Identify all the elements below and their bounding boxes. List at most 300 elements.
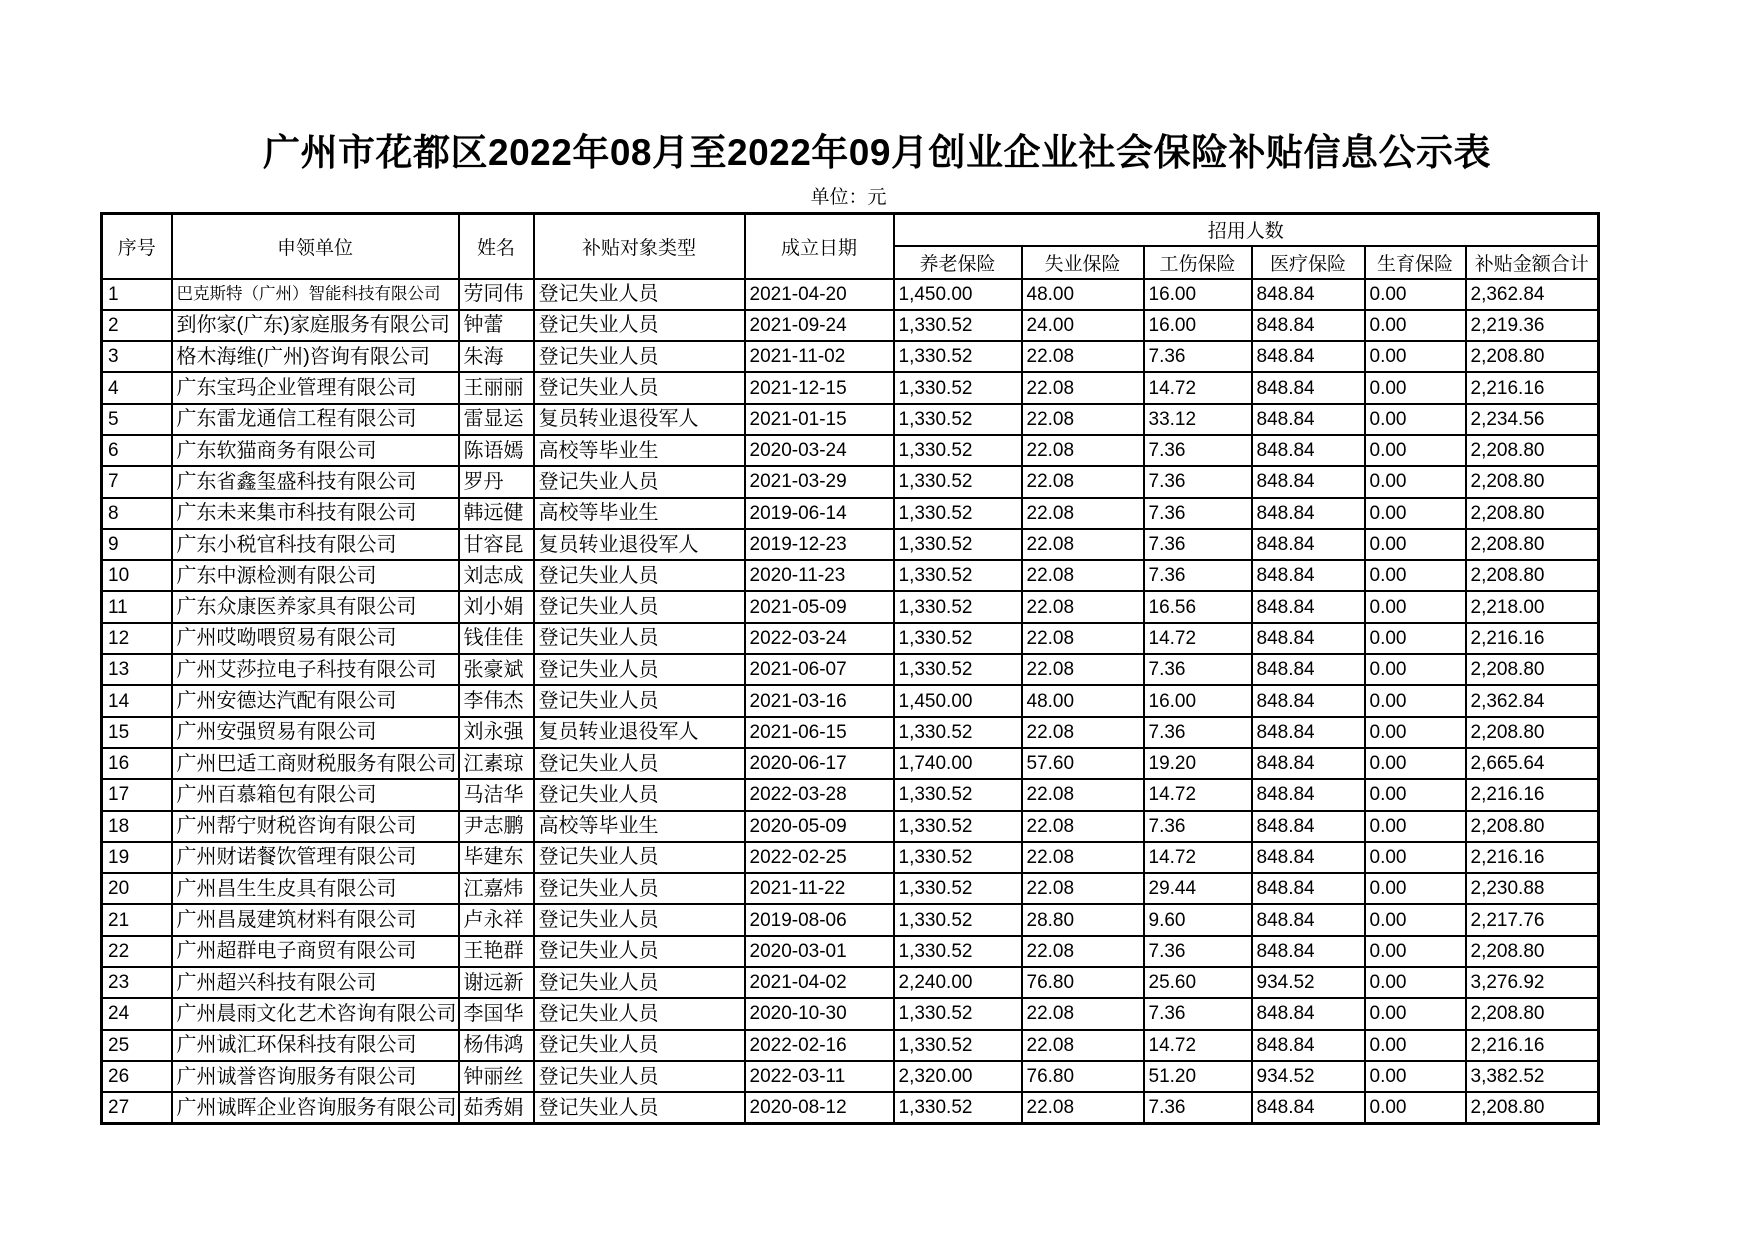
cell-type: 登记失业人员	[534, 936, 745, 967]
cell-unemployment: 22.08	[1022, 529, 1144, 560]
cell-seq: 18	[102, 811, 172, 842]
cell-injury: 25.60	[1144, 967, 1252, 998]
table-row	[102, 560, 1599, 591]
cell-seq: 2	[102, 310, 172, 341]
cell-company: 广东省鑫玺盛科技有限公司	[172, 466, 459, 497]
unit-note: 单位：元	[810, 187, 887, 208]
cell-maternity: 0.00	[1365, 498, 1466, 529]
cell-pension: 1,330.52	[894, 873, 1022, 904]
col-header-date: 成立日期	[745, 214, 894, 279]
cell-type: 登记失业人员	[534, 372, 745, 403]
cell-unemployment: 22.08	[1022, 936, 1144, 967]
cell-total: 2,665.64	[1466, 748, 1599, 779]
col-header-unemployment: 失业保险	[1022, 246, 1144, 279]
cell-pension: 1,450.00	[894, 685, 1022, 716]
cell-maternity: 0.00	[1365, 372, 1466, 403]
cell-total: 3,382.52	[1466, 1061, 1599, 1092]
cell-person: 杨伟鸿	[459, 1030, 534, 1061]
cell-person: 卢永祥	[459, 904, 534, 935]
cell-total: 2,216.16	[1466, 1030, 1599, 1061]
cell-pension: 1,330.52	[894, 372, 1022, 403]
cell-date: 2021-11-22	[745, 873, 894, 904]
cell-total: 2,208.80	[1466, 998, 1599, 1029]
table-row	[102, 1061, 1599, 1092]
col-header-medical: 医疗保险	[1252, 246, 1365, 279]
cell-seq: 1	[102, 279, 172, 310]
table-row	[102, 779, 1599, 810]
cell-date: 2021-06-15	[745, 717, 894, 748]
cell-seq: 25	[102, 1030, 172, 1061]
cell-seq: 8	[102, 498, 172, 529]
cell-type: 高校等毕业生	[534, 811, 745, 842]
cell-date: 2020-10-30	[745, 998, 894, 1029]
table-row	[102, 811, 1599, 842]
cell-type: 复员转业退役军人	[534, 529, 745, 560]
cell-date: 2021-09-24	[745, 310, 894, 341]
cell-company: 广州超兴科技有限公司	[172, 967, 459, 998]
cell-person: 甘容昆	[459, 529, 534, 560]
cell-pension: 1,330.52	[894, 904, 1022, 935]
cell-unemployment: 22.08	[1022, 654, 1144, 685]
cell-medical: 848.84	[1252, 748, 1365, 779]
table-row	[102, 654, 1599, 685]
cell-maternity: 0.00	[1365, 717, 1466, 748]
cell-pension: 1,740.00	[894, 748, 1022, 779]
cell-unemployment: 22.08	[1022, 341, 1144, 372]
cell-pension: 1,330.52	[894, 466, 1022, 497]
table-row	[102, 498, 1599, 529]
cell-maternity: 0.00	[1365, 1030, 1466, 1061]
cell-seq: 4	[102, 372, 172, 403]
cell-person: 劳同伟	[459, 279, 534, 310]
cell-medical: 848.84	[1252, 498, 1365, 529]
cell-company: 广东软猫商务有限公司	[172, 435, 459, 466]
cell-type: 复员转业退役军人	[534, 717, 745, 748]
cell-type: 登记失业人员	[534, 998, 745, 1029]
cell-company: 广州艾莎拉电子科技有限公司	[172, 654, 459, 685]
cell-pension: 2,240.00	[894, 967, 1022, 998]
table-row	[102, 1030, 1599, 1061]
cell-pension: 1,330.52	[894, 498, 1022, 529]
cell-pension: 1,330.52	[894, 1030, 1022, 1061]
cell-unemployment: 22.08	[1022, 1030, 1144, 1061]
cell-maternity: 0.00	[1365, 404, 1466, 435]
cell-type: 登记失业人员	[534, 779, 745, 810]
cell-total: 2,216.16	[1466, 623, 1599, 654]
cell-date: 2020-05-09	[745, 811, 894, 842]
cell-company: 广东雷龙通信工程有限公司	[172, 404, 459, 435]
cell-medical: 848.84	[1252, 904, 1365, 935]
cell-unemployment: 22.08	[1022, 873, 1144, 904]
cell-injury: 16.00	[1144, 310, 1252, 341]
table-row	[102, 529, 1599, 560]
col-header-pension: 养老保险	[894, 246, 1022, 279]
cell-date: 2020-08-12	[745, 1092, 894, 1123]
cell-date: 2020-03-01	[745, 936, 894, 967]
cell-injury: 51.20	[1144, 1061, 1252, 1092]
cell-medical: 848.84	[1252, 591, 1365, 622]
cell-maternity: 0.00	[1365, 873, 1466, 904]
cell-company: 广州帮宁财税咨询有限公司	[172, 811, 459, 842]
cell-unemployment: 22.08	[1022, 591, 1144, 622]
cell-total: 2,216.16	[1466, 842, 1599, 873]
cell-date: 2020-11-23	[745, 560, 894, 591]
cell-person: 谢远新	[459, 967, 534, 998]
cell-date: 2019-06-14	[745, 498, 894, 529]
cell-seq: 11	[102, 591, 172, 622]
cell-date: 2021-11-02	[745, 341, 894, 372]
cell-date: 2021-01-15	[745, 404, 894, 435]
cell-unemployment: 22.08	[1022, 404, 1144, 435]
cell-company: 巴克斯特（广州）智能科技有限公司	[172, 279, 459, 310]
table-row	[102, 967, 1599, 998]
cell-total: 2,219.36	[1466, 310, 1599, 341]
cell-maternity: 0.00	[1365, 748, 1466, 779]
table-row	[102, 904, 1599, 935]
cell-pension: 1,330.52	[894, 779, 1022, 810]
cell-date: 2020-06-17	[745, 748, 894, 779]
cell-unemployment: 24.00	[1022, 310, 1144, 341]
cell-medical: 934.52	[1252, 967, 1365, 998]
table-body	[102, 279, 1599, 1124]
cell-unemployment: 76.80	[1022, 1061, 1144, 1092]
cell-pension: 1,450.00	[894, 279, 1022, 310]
cell-type: 高校等毕业生	[534, 435, 745, 466]
cell-total: 2,208.80	[1466, 936, 1599, 967]
cell-unemployment: 22.08	[1022, 1092, 1144, 1123]
cell-injury: 7.36	[1144, 717, 1252, 748]
cell-injury: 7.36	[1144, 998, 1252, 1029]
cell-injury: 14.72	[1144, 842, 1252, 873]
cell-injury: 19.20	[1144, 748, 1252, 779]
cell-company: 广州哎呦喂贸易有限公司	[172, 623, 459, 654]
cell-total: 2,208.80	[1466, 529, 1599, 560]
cell-injury: 7.36	[1144, 466, 1252, 497]
cell-person: 钱佳佳	[459, 623, 534, 654]
cell-date: 2021-05-09	[745, 591, 894, 622]
cell-maternity: 0.00	[1365, 529, 1466, 560]
cell-pension: 1,330.52	[894, 998, 1022, 1029]
cell-injury: 16.56	[1144, 591, 1252, 622]
cell-company: 广州昌生生皮具有限公司	[172, 873, 459, 904]
col-header-company: 申领单位	[172, 214, 459, 279]
cell-company: 广州诚晖企业咨询服务有限公司	[172, 1092, 459, 1123]
cell-person: 刘永强	[459, 717, 534, 748]
cell-person: 雷显运	[459, 404, 534, 435]
cell-type: 登记失业人员	[534, 873, 745, 904]
cell-company: 广州昌晟建筑材料有限公司	[172, 904, 459, 935]
cell-seq: 27	[102, 1092, 172, 1123]
cell-total: 2,208.80	[1466, 560, 1599, 591]
cell-person: 李伟杰	[459, 685, 534, 716]
cell-maternity: 0.00	[1365, 967, 1466, 998]
cell-seq: 3	[102, 341, 172, 372]
cell-pension: 1,330.52	[894, 435, 1022, 466]
cell-person: 茹秀娟	[459, 1092, 534, 1123]
cell-person: 刘志成	[459, 560, 534, 591]
table-row	[102, 1092, 1599, 1123]
cell-maternity: 0.00	[1365, 811, 1466, 842]
cell-type: 登记失业人员	[534, 341, 745, 372]
cell-medical: 848.84	[1252, 435, 1365, 466]
cell-date: 2019-12-23	[745, 529, 894, 560]
cell-company: 广州巴适工商财税服务有限公司	[172, 748, 459, 779]
cell-date: 2021-04-02	[745, 967, 894, 998]
cell-seq: 5	[102, 404, 172, 435]
cell-pension: 2,320.00	[894, 1061, 1022, 1092]
table-header	[102, 214, 1599, 279]
cell-company: 广州安强贸易有限公司	[172, 717, 459, 748]
cell-date: 2022-03-11	[745, 1061, 894, 1092]
cell-medical: 848.84	[1252, 372, 1365, 403]
cell-maternity: 0.00	[1365, 560, 1466, 591]
cell-injury: 7.36	[1144, 435, 1252, 466]
cell-injury: 7.36	[1144, 529, 1252, 560]
cell-unemployment: 22.08	[1022, 998, 1144, 1029]
cell-maternity: 0.00	[1365, 936, 1466, 967]
cell-maternity: 0.00	[1365, 779, 1466, 810]
cell-total: 2,208.80	[1466, 498, 1599, 529]
cell-maternity: 0.00	[1365, 623, 1466, 654]
cell-seq: 21	[102, 904, 172, 935]
cell-type: 登记失业人员	[534, 748, 745, 779]
cell-total: 3,276.92	[1466, 967, 1599, 998]
cell-maternity: 0.00	[1365, 904, 1466, 935]
cell-person: 毕建东	[459, 842, 534, 873]
table-row	[102, 717, 1599, 748]
cell-company: 广东众康医养家具有限公司	[172, 591, 459, 622]
cell-maternity: 0.00	[1365, 1092, 1466, 1123]
cell-maternity: 0.00	[1365, 466, 1466, 497]
col-header-maternity: 生育保险	[1365, 246, 1466, 279]
table-row	[102, 466, 1599, 497]
cell-type: 登记失业人员	[534, 967, 745, 998]
cell-seq: 16	[102, 748, 172, 779]
cell-unemployment: 22.08	[1022, 779, 1144, 810]
cell-unemployment: 22.08	[1022, 623, 1144, 654]
cell-medical: 848.84	[1252, 341, 1365, 372]
cell-type: 登记失业人员	[534, 904, 745, 935]
cell-date: 2022-03-24	[745, 623, 894, 654]
cell-pension: 1,330.52	[894, 717, 1022, 748]
cell-medical: 848.84	[1252, 1092, 1365, 1123]
table-row	[102, 310, 1599, 341]
cell-unemployment: 22.08	[1022, 811, 1144, 842]
cell-total: 2,208.80	[1466, 654, 1599, 685]
cell-seq: 17	[102, 779, 172, 810]
cell-company: 广州百慕箱包有限公司	[172, 779, 459, 810]
cell-unemployment: 22.08	[1022, 372, 1144, 403]
cell-seq: 13	[102, 654, 172, 685]
col-header-type: 补贴对象类型	[534, 214, 745, 279]
cell-medical: 848.84	[1252, 623, 1365, 654]
table-row	[102, 279, 1599, 310]
cell-medical: 848.84	[1252, 685, 1365, 716]
cell-person: 钟丽丝	[459, 1061, 534, 1092]
cell-pension: 1,330.52	[894, 842, 1022, 873]
cell-company: 广东小税官科技有限公司	[172, 529, 459, 560]
cell-date: 2021-06-07	[745, 654, 894, 685]
cell-pension: 1,330.52	[894, 591, 1022, 622]
table-row	[102, 623, 1599, 654]
cell-company: 广州财诺餐饮管理有限公司	[172, 842, 459, 873]
cell-unemployment: 76.80	[1022, 967, 1144, 998]
cell-unemployment: 22.08	[1022, 717, 1144, 748]
cell-type: 登记失业人员	[534, 1061, 745, 1092]
cell-seq: 9	[102, 529, 172, 560]
cell-pension: 1,330.52	[894, 1092, 1022, 1123]
cell-injury: 14.72	[1144, 1030, 1252, 1061]
cell-maternity: 0.00	[1365, 279, 1466, 310]
cell-medical: 848.84	[1252, 936, 1365, 967]
cell-unemployment: 22.08	[1022, 842, 1144, 873]
cell-date: 2021-04-20	[745, 279, 894, 310]
cell-medical: 848.84	[1252, 811, 1365, 842]
cell-date: 2021-03-29	[745, 466, 894, 497]
cell-type: 登记失业人员	[534, 685, 745, 716]
cell-seq: 10	[102, 560, 172, 591]
cell-unemployment: 57.60	[1022, 748, 1144, 779]
cell-unemployment: 22.08	[1022, 498, 1144, 529]
col-header-person: 姓名	[459, 214, 534, 279]
cell-injury: 7.36	[1144, 560, 1252, 591]
cell-total: 2,362.84	[1466, 685, 1599, 716]
cell-seq: 24	[102, 998, 172, 1029]
cell-total: 2,208.80	[1466, 1092, 1599, 1123]
table-row	[102, 873, 1599, 904]
table-row	[102, 404, 1599, 435]
cell-medical: 848.84	[1252, 310, 1365, 341]
cell-company: 到你家(广东)家庭服务有限公司	[172, 310, 459, 341]
cell-total: 2,208.80	[1466, 466, 1599, 497]
cell-date: 2019-08-06	[745, 904, 894, 935]
table-row	[102, 936, 1599, 967]
cell-type: 登记失业人员	[534, 560, 745, 591]
cell-type: 登记失业人员	[534, 1092, 745, 1123]
col-header-seq: 序号	[102, 214, 172, 279]
cell-medical: 848.84	[1252, 654, 1365, 685]
table-row	[102, 341, 1599, 372]
cell-company: 广东中源检测有限公司	[172, 560, 459, 591]
table-row	[102, 998, 1599, 1029]
cell-seq: 23	[102, 967, 172, 998]
cell-medical: 848.84	[1252, 717, 1365, 748]
cell-total: 2,362.84	[1466, 279, 1599, 310]
cell-injury: 14.72	[1144, 779, 1252, 810]
cell-person: 王艳群	[459, 936, 534, 967]
cell-pension: 1,330.52	[894, 936, 1022, 967]
cell-company: 广东宝玛企业管理有限公司	[172, 372, 459, 403]
cell-total: 2,217.76	[1466, 904, 1599, 935]
cell-pension: 1,330.52	[894, 654, 1022, 685]
cell-date: 2022-03-28	[745, 779, 894, 810]
cell-injury: 7.36	[1144, 498, 1252, 529]
cell-injury: 7.36	[1144, 341, 1252, 372]
cell-medical: 934.52	[1252, 1061, 1365, 1092]
cell-total: 2,234.56	[1466, 404, 1599, 435]
cell-person: 王丽丽	[459, 372, 534, 403]
cell-total: 2,208.80	[1466, 435, 1599, 466]
table-row	[102, 591, 1599, 622]
cell-maternity: 0.00	[1365, 435, 1466, 466]
cell-person: 韩远健	[459, 498, 534, 529]
cell-date: 2022-02-25	[745, 842, 894, 873]
cell-maternity: 0.00	[1365, 654, 1466, 685]
cell-medical: 848.84	[1252, 404, 1365, 435]
cell-person: 李国华	[459, 998, 534, 1029]
table-row	[102, 842, 1599, 873]
cell-company: 广州晨雨文化艺术咨询有限公司	[172, 998, 459, 1029]
cell-medical: 848.84	[1252, 998, 1365, 1029]
cell-injury: 29.44	[1144, 873, 1252, 904]
cell-injury: 7.36	[1144, 936, 1252, 967]
cell-maternity: 0.00	[1365, 341, 1466, 372]
cell-unemployment: 22.08	[1022, 466, 1144, 497]
table-row	[102, 435, 1599, 466]
cell-seq: 19	[102, 842, 172, 873]
cell-injury: 14.72	[1144, 372, 1252, 403]
cell-pension: 1,330.52	[894, 811, 1022, 842]
cell-total: 2,218.00	[1466, 591, 1599, 622]
cell-maternity: 0.00	[1365, 310, 1466, 341]
cell-total: 2,208.80	[1466, 717, 1599, 748]
cell-date: 2020-03-24	[745, 435, 894, 466]
cell-injury: 7.36	[1144, 811, 1252, 842]
cell-unemployment: 22.08	[1022, 435, 1144, 466]
cell-company: 广州安德达汽配有限公司	[172, 685, 459, 716]
cell-seq: 6	[102, 435, 172, 466]
cell-unemployment: 48.00	[1022, 685, 1144, 716]
cell-type: 复员转业退役军人	[534, 404, 745, 435]
cell-total: 2,230.88	[1466, 873, 1599, 904]
cell-type: 登记失业人员	[534, 654, 745, 685]
cell-pension: 1,330.52	[894, 560, 1022, 591]
cell-injury: 14.72	[1144, 623, 1252, 654]
cell-maternity: 0.00	[1365, 685, 1466, 716]
cell-maternity: 0.00	[1365, 998, 1466, 1029]
cell-medical: 848.84	[1252, 466, 1365, 497]
cell-person: 江素琼	[459, 748, 534, 779]
cell-unemployment: 48.00	[1022, 279, 1144, 310]
cell-total: 2,208.80	[1466, 341, 1599, 372]
col-header-injury: 工伤保险	[1144, 246, 1252, 279]
cell-maternity: 0.00	[1365, 1061, 1466, 1092]
table-row	[102, 372, 1599, 403]
cell-seq: 7	[102, 466, 172, 497]
cell-person: 尹志鹏	[459, 811, 534, 842]
cell-company: 广州超群电子商贸有限公司	[172, 936, 459, 967]
cell-person: 罗丹	[459, 466, 534, 497]
subsidy-table	[100, 212, 1600, 1125]
table-row	[102, 685, 1599, 716]
cell-type: 登记失业人员	[534, 279, 745, 310]
cell-person: 马洁华	[459, 779, 534, 810]
cell-total: 2,216.16	[1466, 779, 1599, 810]
cell-pension: 1,330.52	[894, 623, 1022, 654]
cell-type: 登记失业人员	[534, 623, 745, 654]
cell-medical: 848.84	[1252, 529, 1365, 560]
cell-person: 陈语嫣	[459, 435, 534, 466]
cell-injury: 16.00	[1144, 279, 1252, 310]
cell-type: 登记失业人员	[534, 1030, 745, 1061]
page-title: 广州市花都区2022年08月至2022年09月创业企业社会保险补贴信息公示表	[263, 132, 1491, 173]
cell-total: 2,216.16	[1466, 372, 1599, 403]
cell-company: 格木海维(广州)咨询有限公司	[172, 341, 459, 372]
cell-medical: 848.84	[1252, 1030, 1365, 1061]
cell-company: 广州诚汇环保科技有限公司	[172, 1030, 459, 1061]
cell-seq: 15	[102, 717, 172, 748]
cell-seq: 26	[102, 1061, 172, 1092]
